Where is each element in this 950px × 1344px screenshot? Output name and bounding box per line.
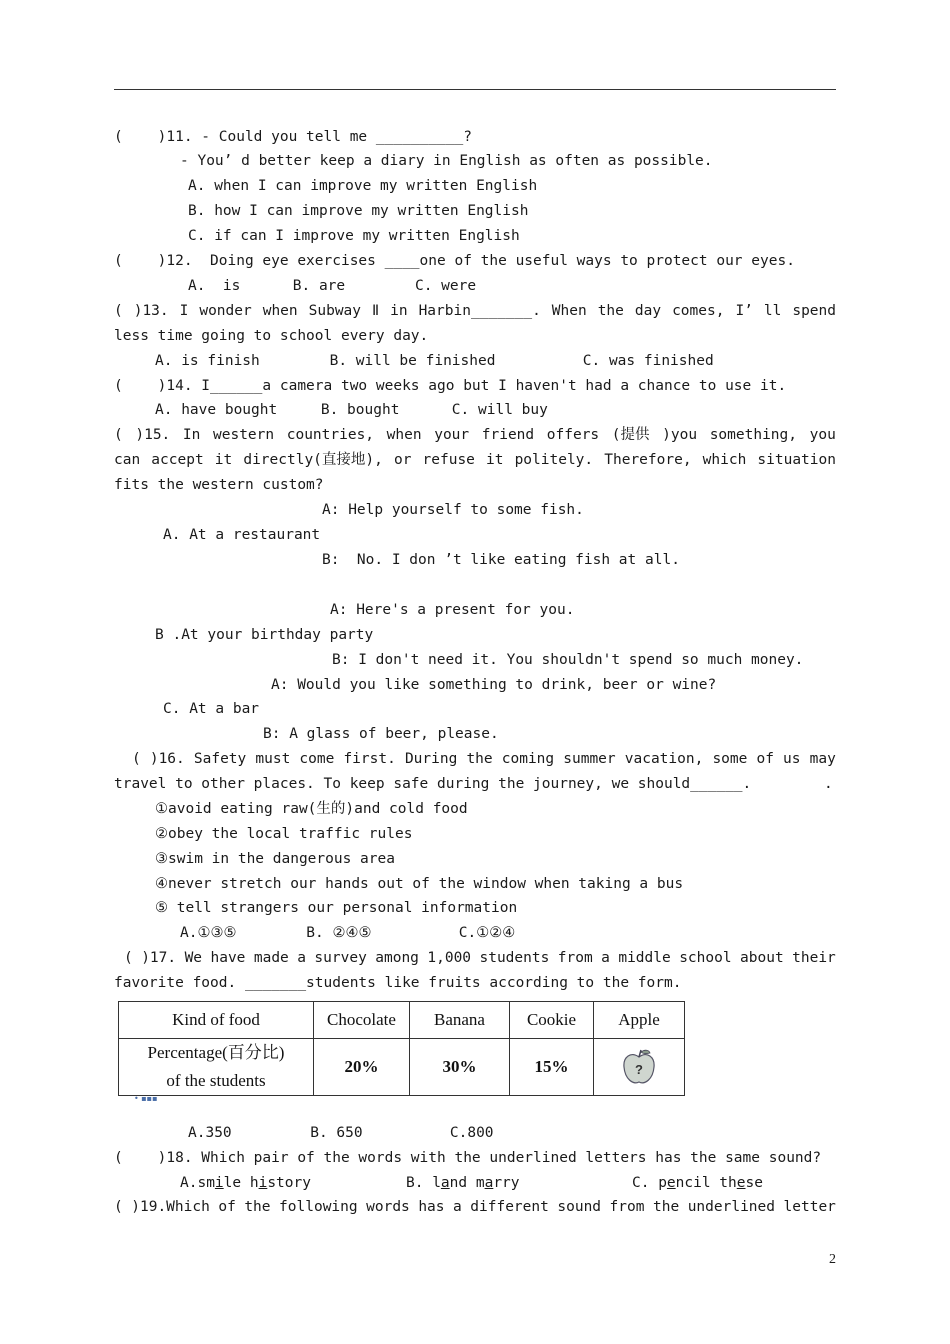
header-rule bbox=[114, 89, 836, 90]
q15-a-dialog-b: B: No. I don ’t like eating fish at all. bbox=[322, 552, 680, 568]
q16-item-1: ①avoid eating raw(生的)and cold food bbox=[155, 801, 468, 817]
food-survey-table bbox=[118, 1001, 685, 1096]
q14-options: A. have bought B. bought C. will buy bbox=[155, 402, 548, 418]
q15-question-line1: ( )15. In western countries, when your friend offers (提供 )you something, you bbox=[114, 427, 836, 443]
q13-question-line2: less time going to school every day. bbox=[114, 328, 429, 344]
q13-question-line1: ( )13. I wonder when Subway Ⅱ in Harbin_______. When the day comes, I’ ll spend bbox=[114, 303, 836, 319]
q11-option-b: B. how I can improve my written English bbox=[188, 203, 529, 219]
q17-question-line2: favorite food. _______students like fruits according to the form. bbox=[114, 975, 682, 991]
q17-options: A.350 B. 650 C.800 bbox=[188, 1125, 494, 1141]
row-label-percentage bbox=[119, 1039, 314, 1096]
q15-question-line3: fits the western custom? bbox=[114, 477, 324, 493]
q16-question-line2: travel to other places. To keep safe during the journey, we should______. bbox=[114, 776, 752, 792]
q16-question-line1: ( )16. Safety must come first. During the coming summer vacation, some of us may bbox=[132, 751, 836, 767]
header-kind-of-food: Kind of food bbox=[119, 1002, 314, 1039]
q15-question-line2: can accept it directly(直接地), or refuse it politely. Therefore, which situation bbox=[114, 452, 836, 468]
header-banana: Banana bbox=[410, 1002, 510, 1039]
header-cookie: Cookie bbox=[510, 1002, 594, 1039]
q11-option-a: A. when I can improve my written English bbox=[188, 178, 538, 194]
q11-answer: - You’ d better keep a diary in English as often as possible. bbox=[180, 153, 713, 169]
page-number: 2 bbox=[829, 1252, 836, 1267]
table-header-row bbox=[119, 1002, 685, 1039]
value-cookie: 15% bbox=[510, 1039, 594, 1096]
q18-question: ( )18. Which pair of the words with the underlined letters has the same sound? bbox=[114, 1150, 822, 1166]
q18-option-c: C. pencil these bbox=[632, 1175, 763, 1191]
q15-b-dialog-a: A: Here's a present for you. bbox=[330, 602, 575, 618]
apple-icon bbox=[621, 1047, 657, 1087]
q16-options: A.①③⑤ B. ②④⑤ C.①②④ bbox=[180, 925, 516, 941]
q15-a-dialog-a: A: Help yourself to some fish. bbox=[322, 502, 584, 518]
q16-item-2: ②obey the local traffic rules bbox=[155, 826, 413, 842]
row-label-line-2: of the students bbox=[166, 1071, 266, 1090]
q19-question-line1: ( )19.Which of the following words has a different sound from the underlined letter bbox=[114, 1199, 836, 1215]
q18-option-b: B. land marry bbox=[406, 1175, 520, 1191]
q15-c-dialog-b: B: A glass of beer, please. bbox=[263, 726, 499, 742]
q16-item-5: ⑤ tell strangers our personal information bbox=[155, 900, 518, 916]
q15-b-dialog-b: B: I don't need it. You shouldn't spend so much money. bbox=[332, 652, 804, 668]
q16-item-3: ③swim in the dangerous area bbox=[155, 851, 395, 867]
header-chocolate: Chocolate bbox=[314, 1002, 410, 1039]
value-chocolate: 20% bbox=[314, 1039, 410, 1096]
q12-options: A. is B. are C. were bbox=[188, 278, 477, 294]
q15-option-b: B .At your birthday party bbox=[155, 627, 374, 643]
q15-option-a: A. At a restaurant bbox=[163, 527, 321, 543]
q18-option-a: A.smile history bbox=[180, 1175, 311, 1191]
q15-c-dialog-a: A: Would you like something to drink, beer or wine? bbox=[271, 677, 717, 693]
header-apple: Apple bbox=[594, 1002, 685, 1039]
q12-question: ( )12. Doing eye exercises ____one of the useful ways to protect our eyes. bbox=[114, 253, 795, 269]
q17-question-line1: ( )17. We have made a survey among 1,000 students from a middle school about their bbox=[124, 950, 836, 966]
row-label-line-1: Percentage(百分比) bbox=[147, 1043, 285, 1062]
q16-trailing-dot: . bbox=[824, 776, 833, 792]
q11-option-c: C. if can I improve my written English bbox=[188, 228, 520, 244]
scan-artifact-dots: • ▪▪▪ bbox=[134, 1094, 158, 1103]
q14-question: ( )14. I______a camera two weeks ago but I haven't had a chance to use it. bbox=[114, 378, 787, 394]
q15-option-c: C. At a bar bbox=[163, 701, 260, 717]
q13-options: A. is finish B. will be finished C. was finished bbox=[155, 353, 714, 369]
value-banana: 30% bbox=[410, 1039, 510, 1096]
q16-item-4: ④never stretch our hands out of the window when taking a bus bbox=[155, 876, 684, 892]
apple-question-mark: ? bbox=[635, 1062, 643, 1077]
q11-question: ( )11. - Could you tell me __________? bbox=[114, 129, 472, 145]
value-apple bbox=[594, 1039, 685, 1096]
table-row bbox=[119, 1039, 685, 1096]
